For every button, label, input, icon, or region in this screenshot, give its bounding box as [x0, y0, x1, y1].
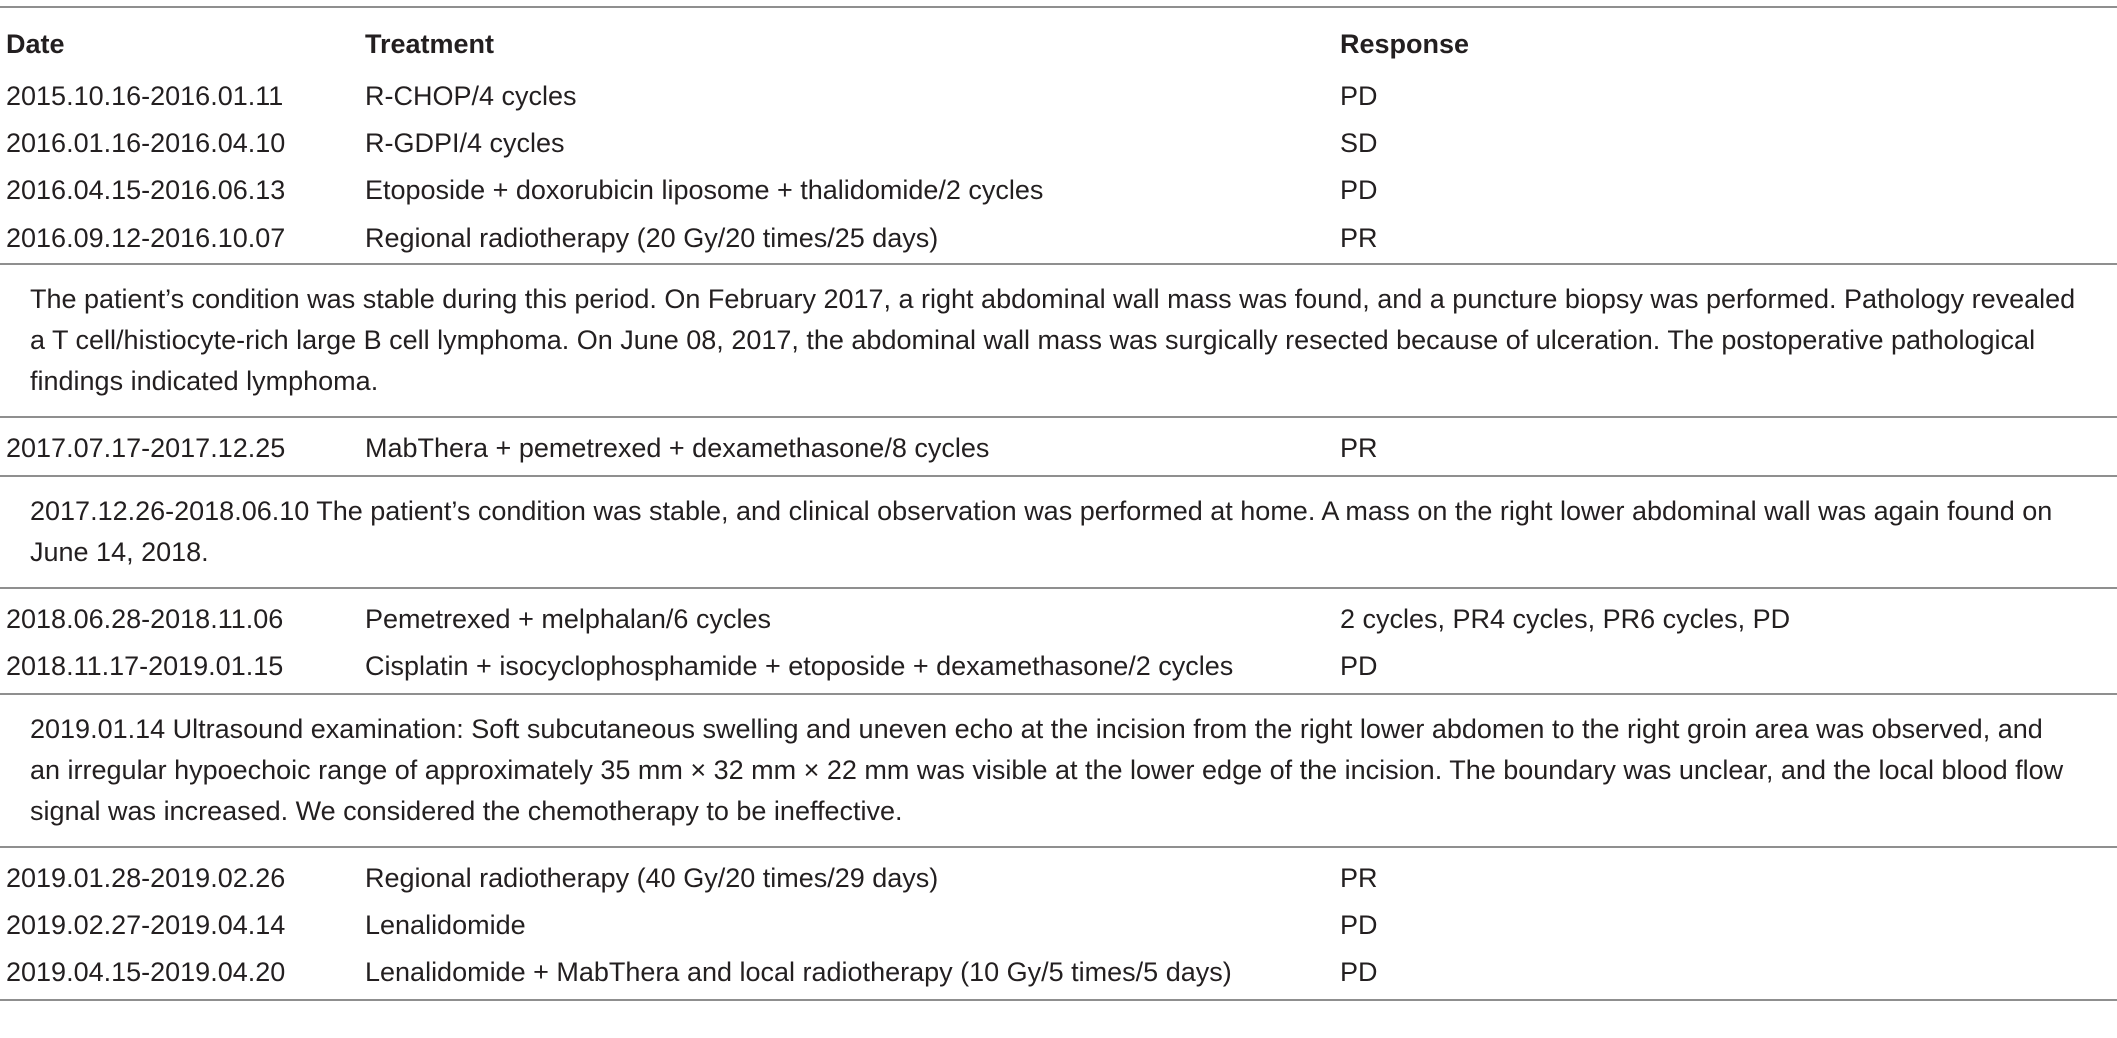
row-treatment: R-GDPI/4 cycles: [365, 127, 565, 158]
row-treatment: Pemetrexed + melphalan/6 cycles: [365, 603, 771, 634]
row-treatment: Lenalidomide + MabThera and local radiotherapy (10 Gy/5 times/5 days): [365, 956, 1232, 987]
table-row: [0, 424, 2117, 471]
row-response: PD: [1340, 650, 1378, 681]
row-date: 2017.07.17-2017.12.25: [6, 432, 286, 463]
row-group: [0, 587, 2117, 693]
row-treatment: MabThera + pemetrexed + dexamethasone/8 cycles: [365, 432, 990, 463]
row-date: 2015.10.16-2016.01.11: [6, 80, 284, 111]
table-row: [0, 642, 2117, 689]
row-treatment: R-CHOP/4 cycles: [365, 80, 577, 111]
row-response: PR: [1340, 432, 1378, 463]
row-treatment: Lenalidomide: [365, 909, 526, 940]
row-treatment: Cisplatin + isocyclophosphamide + etoposide + dexamethasone/2 cycles: [365, 650, 1234, 681]
row-date: 2016.04.15-2016.06.13: [6, 174, 286, 205]
treatment-table: [0, 6, 2117, 1001]
table-row: [0, 854, 2117, 901]
table-row: [0, 72, 2117, 119]
row-date: 2016.01.16-2016.04.10: [6, 127, 286, 158]
row-date: 2016.09.12-2016.10.07: [6, 223, 286, 253]
row-response: 2 cycles, PR4 cycles, PR6 cycles, PD: [1340, 603, 1791, 634]
row-treatment: Etoposide + doxorubicin liposome + thalidomide/2 cycles: [365, 174, 1044, 205]
period-note: 2017.12.26-2018.06.10 The patient’s condition was stable, and clinical observation was performed at home. A mass on the right lower abdominal wall was again found on June 14, 2018.: [0, 475, 2117, 587]
row-response: SD: [1340, 127, 1378, 158]
row-date: 2019.02.27-2019.04.14: [6, 909, 286, 940]
table-row: [0, 901, 2117, 948]
row-group: [0, 416, 2117, 475]
row-group: [0, 846, 2117, 999]
row-date: 2018.06.28-2018.11.06: [6, 603, 284, 634]
table-row: [0, 119, 2117, 166]
row-treatment: Regional radiotherapy (40 Gy/20 times/29 days): [365, 862, 939, 893]
row-response: PR: [1340, 223, 1378, 253]
row-response: PR: [1340, 862, 1378, 893]
table-row: [0, 166, 2117, 213]
row-response: PD: [1340, 174, 1378, 205]
row-treatment: Regional radiotherapy (20 Gy/20 times/25 days): [365, 223, 939, 253]
table-row: [0, 948, 2117, 995]
row-date: 2019.01.28-2019.02.26: [6, 862, 286, 893]
header-response: Response: [1340, 29, 1470, 59]
row-date: 2019.04.15-2019.04.20: [6, 956, 286, 987]
table-header-row: [0, 8, 2117, 72]
header-treatment: Treatment: [365, 29, 495, 59]
row-response: PD: [1340, 956, 1378, 987]
row-date: 2018.11.17-2019.01.15: [6, 650, 284, 681]
header-date: Date: [6, 29, 65, 59]
row-response: PD: [1340, 80, 1378, 111]
table-row: [0, 595, 2117, 642]
period-note: The patient’s condition was stable during this period. On February 2017, a right abdominal wall mass was found, and a puncture biopsy was performed. Pathology revealed a T cell/histiocyte-rich large B cell lymphoma. On June 08, 2017, the abdominal wall mass was surgically resected because of ulceration. The postoperative pathological findings indicated lymphoma.: [0, 263, 2117, 416]
ultrasound-note: 2019.01.14 Ultrasound examination: Soft subcutaneous swelling and uneven echo at the incision from the right lower abdomen to the right groin area was observed, and an irregular hypoechoic range of approximately 35 mm × 32 mm × 22 mm was visible at the lower edge of the incision. The boundary was unclear, and the local blood flow signal was increased. We considered the chemotherapy to be ineffective.: [0, 693, 2117, 846]
row-response: PD: [1340, 909, 1378, 940]
table-row: [0, 213, 2117, 263]
